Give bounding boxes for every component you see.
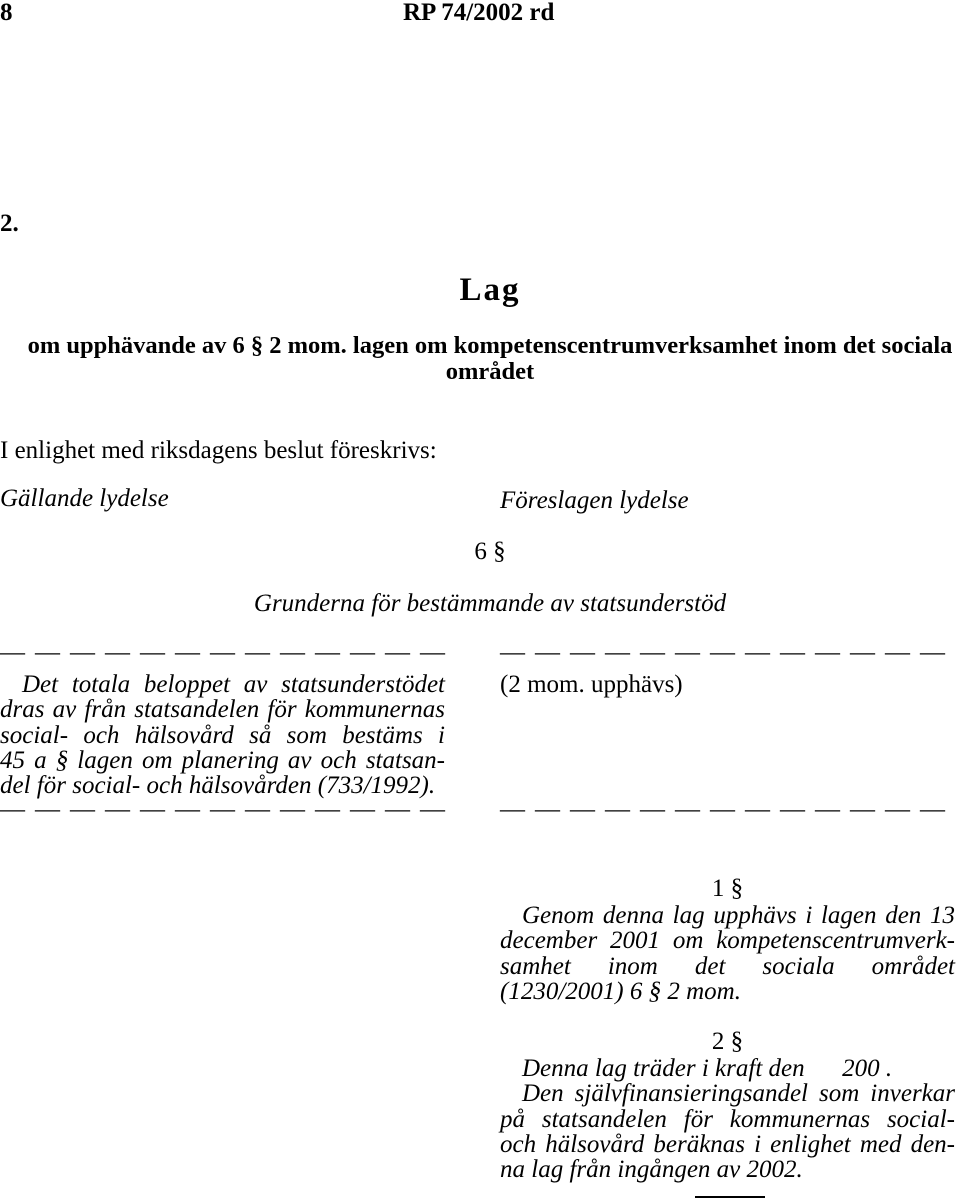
section-number: 1 § xyxy=(711,875,744,902)
omission-dashes: — — — — — — — — — — — — — xyxy=(500,796,945,823)
column-heading-proposed: Föreslagen lydelse xyxy=(500,487,689,514)
text-line: 45 a § lagen om planering av och statsan- xyxy=(0,746,445,774)
document-id: RP 74/2002 rd xyxy=(403,0,555,26)
section-number: 2 § xyxy=(711,1028,744,1055)
section-2-text xyxy=(500,1056,955,1182)
end-of-law-rule xyxy=(695,1196,765,1198)
text-line: samhet inom det sociala området xyxy=(500,952,955,980)
column-heading-current: Gällande lydelse xyxy=(0,485,169,512)
text-line: na lag från ingången av 2002. xyxy=(500,1156,803,1184)
law-subtitle-line: om upphävande av 6 § 2 mom. lagen om kompetenscentrumverksamhet inom det sociala xyxy=(27,332,953,359)
text-line: dras av från statsandelen för kommunernas xyxy=(0,696,445,724)
text-line: social- och hälsovård så som bestäms i xyxy=(0,721,445,749)
omission-dashes: — — — — — — — — — — — — — xyxy=(0,639,445,666)
current-wording xyxy=(0,672,445,798)
text-line: december 2001 om kompetenscentrumverk- xyxy=(500,927,955,955)
text-line: Genom denna lag upphävs i lagen den 13 xyxy=(522,902,955,929)
page-number: 8 xyxy=(0,0,13,26)
law-title: Lag xyxy=(459,272,521,308)
enacting-clause: I enlighet med riksdagens beslut föreskrivs: xyxy=(0,437,437,464)
text-line: Denna lag träder i kraft den 200 . xyxy=(522,1055,893,1082)
section-1-text xyxy=(500,903,955,1004)
text-line: på statsandelen för kommunernas social- xyxy=(500,1105,955,1133)
section-heading: Grunderna för bestämmande av statsunderstöd xyxy=(253,590,727,617)
text-line: och hälsovård beräknas i enlighet med den- xyxy=(500,1130,955,1158)
bill-item-number: 2. xyxy=(0,210,19,237)
section-number: 6 § xyxy=(474,538,506,565)
text-line: (1230/2001) 6 § 2 mom. xyxy=(500,977,741,1005)
omission-dashes: — — — — — — — — — — — — — xyxy=(0,796,445,823)
text-line: Den självfinansieringsandel som inverkar xyxy=(522,1080,955,1108)
text-line: Det totala beloppet av statsunderstödet xyxy=(22,671,445,698)
omission-dashes: — — — — — — — — — — — — — xyxy=(500,639,945,666)
proposed-wording: (2 mom. upphävs) xyxy=(500,671,683,698)
law-subtitle-line: området xyxy=(445,358,535,385)
text-line: del för social- och hälsovården (733/1992). xyxy=(0,772,436,800)
